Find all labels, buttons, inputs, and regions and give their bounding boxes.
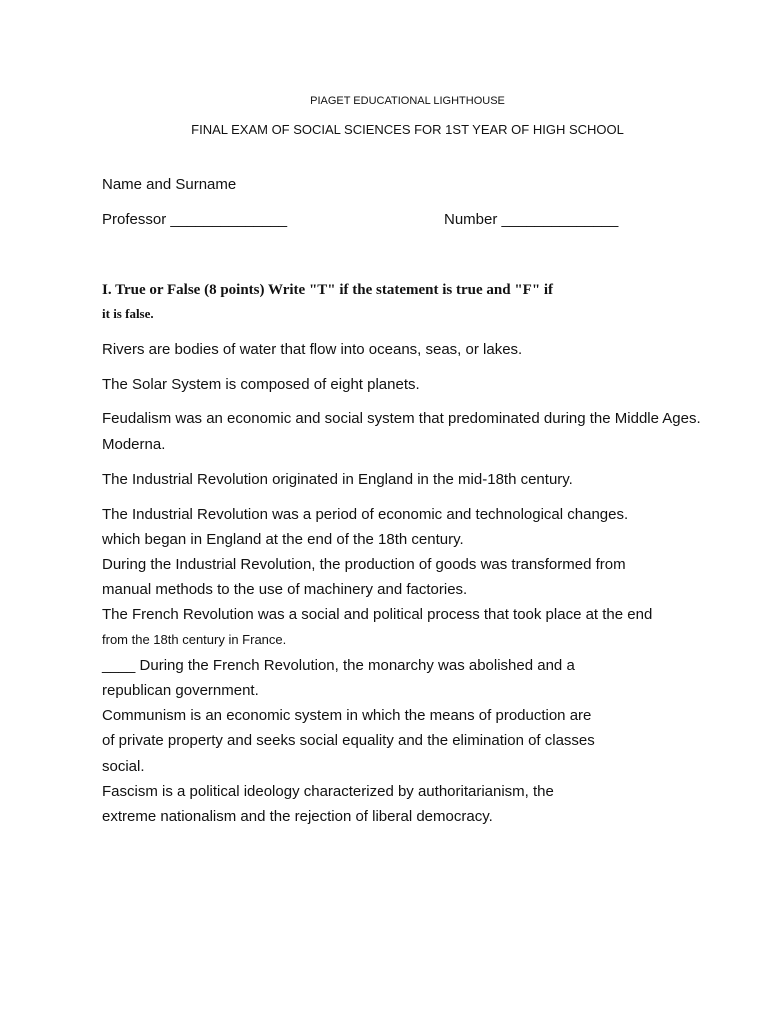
statement-line: During the Industrial Revolution, the production of goods was transformed from [102, 556, 626, 573]
statement-line: republican government. [102, 682, 259, 699]
statement-line: of private property and seeks social equality and the elimination of classes [102, 732, 595, 749]
statement-line: extreme nationalism and the rejection of liberal democracy. [102, 808, 493, 825]
school-name: PIAGET EDUCATIONAL LIGHTHOUSE [310, 95, 505, 107]
statement-line: Rivers are bodies of water that flow into oceans, seas, or lakes. [102, 341, 523, 358]
section-heading-continued: it is false. [102, 306, 154, 321]
professor-field-label: Professor ______________ [102, 211, 288, 228]
statement-line: The Solar System is composed of eight planets. [102, 376, 420, 393]
exam-title: FINAL EXAM OF SOCIAL SCIENCES FOR 1ST YEAR OF HIGH SCHOOL [191, 122, 624, 137]
statement-line: which began in England at the end of the 18th century. [102, 531, 464, 548]
name-field-label: Name and Surname [102, 176, 237, 193]
statement-line: The Industrial Revolution was a period of economic and technological changes. [102, 506, 629, 523]
statement-line: Feudalism was an economic and social system that predominated during the Middle Ages. [102, 410, 701, 427]
statement-line: The French Revolution was a social and political process that took place at the end [102, 606, 653, 623]
statement-line: The Industrial Revolution originated in England in the mid-18th century. [102, 471, 573, 488]
section-heading: I. True or False (8 points) Write "T" if the statement is true and "F" if [102, 282, 554, 298]
statement-line: Moderna. [102, 436, 166, 453]
number-field-label: Number ______________ [444, 211, 619, 228]
statement-line: social. [102, 758, 145, 775]
statement-line: manual methods to the use of machinery and factories. [102, 581, 468, 598]
statement-line: Fascism is a political ideology characterized by authoritarianism, the [102, 783, 554, 800]
statement-line: ____ During the French Revolution, the monarchy was abolished and a [102, 657, 575, 674]
statement-line: Communism is an economic system in which the means of production are [102, 707, 592, 724]
statement-line: from the 18th century in France. [102, 632, 287, 647]
